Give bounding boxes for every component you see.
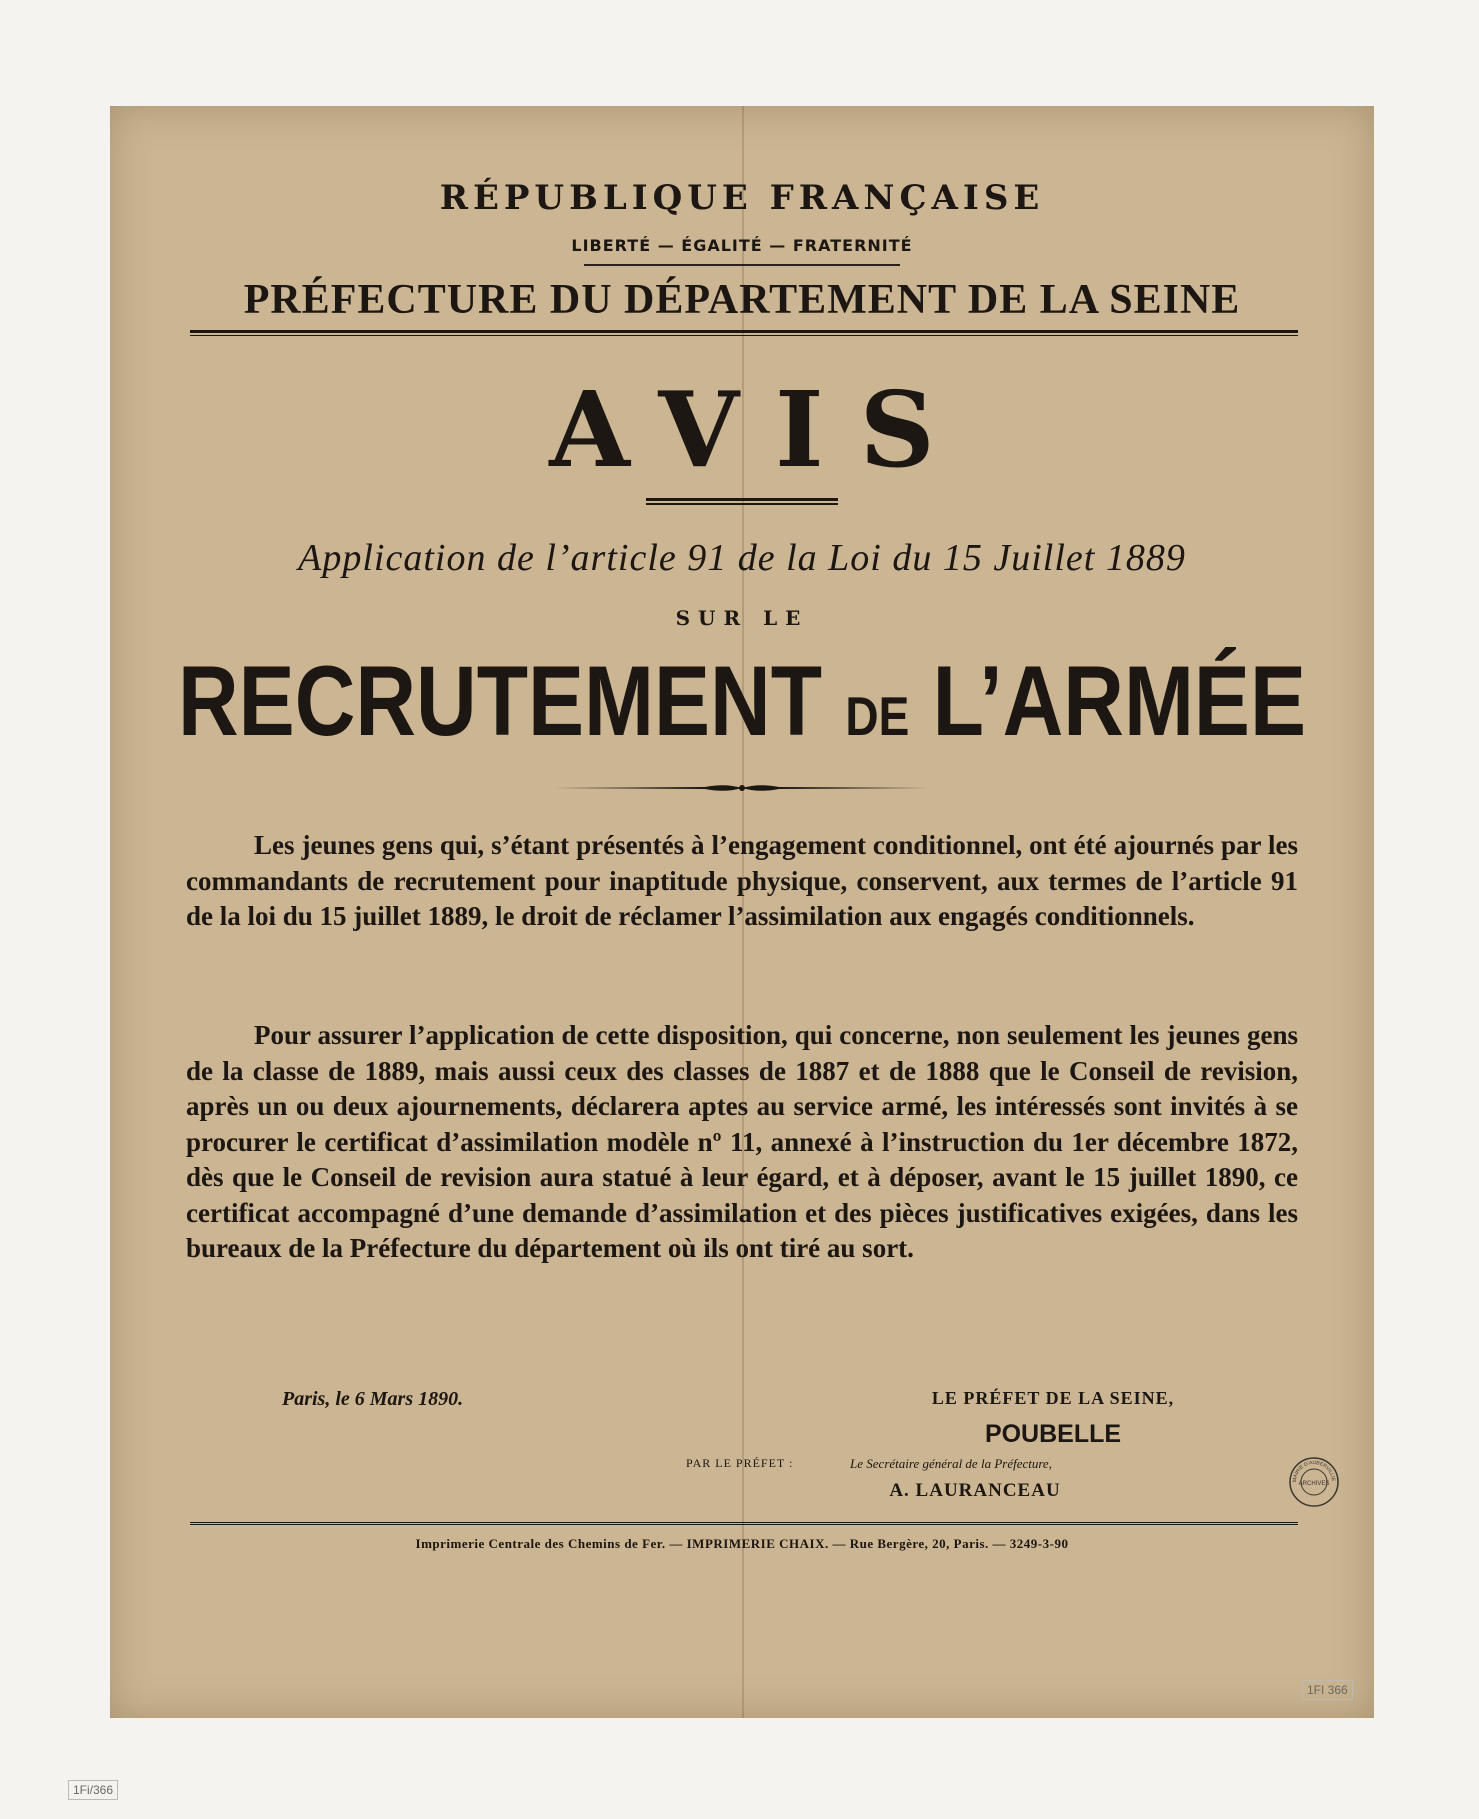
- avis-title: AVIS: [549, 368, 971, 491]
- paragraph-1: Les jeunes gens qui, s’étant présentés à l’engagement conditionnel, ont été ajournés par les commandants de recrutement pour inaptitude physique, conservent, aux termes de l’article 91 de la loi du 15 juillet 1889, le droit de réclamer l’assimilation aux engagés conditionnels.: [186, 830, 1298, 931]
- date-line: Paris, le 6 Mars 1890.: [282, 1388, 464, 1410]
- svg-text:MAIRIE D'AUBERVILLIERS: MAIRIE D'AUBERVILLIE: [1291, 1459, 1337, 1483]
- de-word: DE: [845, 685, 910, 747]
- armee-word: L’ARMÉE: [932, 645, 1306, 757]
- poster-sheet: [110, 106, 1374, 1718]
- prefet-name: POUBELLE: [984, 1420, 1122, 1448]
- secretaire-title: Le Secrétaire général de la Préfecture,: [850, 1456, 1052, 1471]
- republique-heading: RÉPUBLIQUE FRANÇAISE: [439, 178, 1045, 218]
- svg-text:ARCHIVES: ARCHIVES: [1298, 1481, 1330, 1487]
- devise: LIBERTÉ — ÉGALITÉ — FRATERNITÉ: [571, 236, 913, 255]
- archive-ref-right: 1FI 366: [1302, 1680, 1353, 1700]
- par-le-prefet: PAR LE PRÉFET :: [686, 1456, 794, 1470]
- prefecture-heading: PRÉFECTURE DU DÉPARTEMENT DE LA SEINE: [243, 277, 1241, 323]
- archives-stamp-icon: [1288, 1456, 1340, 1508]
- paragraph-2: Pour assurer l’application de cette disposition, qui concerne, non seulement les jeunes gens de la classe de 1889, mais aussi ceux des classes de 1887 et de 1888 que le Conseil de revision, après un ou deux ajournements, déclarera aptes au service armé, les intéressés sont invités à se procurer le certificat d’assimilation modèle nº 11, annexé à l’instruction du 1er décembre 1872, dès que le Conseil de revision aura statué à leur égard, et à déposer, avant le 15 juillet 1890, ce certificat accompagné d’une demande d’assimilation et des pièces justificatives exigées, dans les bureaux de la Préfecture du département où ils ont tiré au sort.: [186, 1020, 1298, 1263]
- recrutement-title: [110, 644, 1374, 758]
- footer-rule: [190, 1522, 1298, 1525]
- prefet-title: LE PRÉFET DE LA SEINE,: [931, 1388, 1175, 1408]
- ornament-rule-icon: [555, 782, 929, 794]
- recrutement-word: RECRUTEMENT: [178, 645, 823, 757]
- avis-rule: [646, 498, 838, 505]
- imprimerie-line: Imprimerie Centrale des Chemins de Fer. — IMPRIMERIE CHAIX. — Rue Bergère, 20, Paris. — 3249-3-90: [415, 1536, 1069, 1551]
- sur-le-label: SUR LE: [675, 606, 809, 630]
- archive-ref-left: 1Fi/366: [68, 1780, 118, 1800]
- secretaire-name: A. LAURANCEAU: [889, 1480, 1061, 1501]
- devise-rule: [584, 264, 900, 266]
- header-double-rule: [190, 330, 1298, 336]
- application-subtitle: Application de l’article 91 de la Loi du 15 Juillet 1889: [298, 537, 1186, 579]
